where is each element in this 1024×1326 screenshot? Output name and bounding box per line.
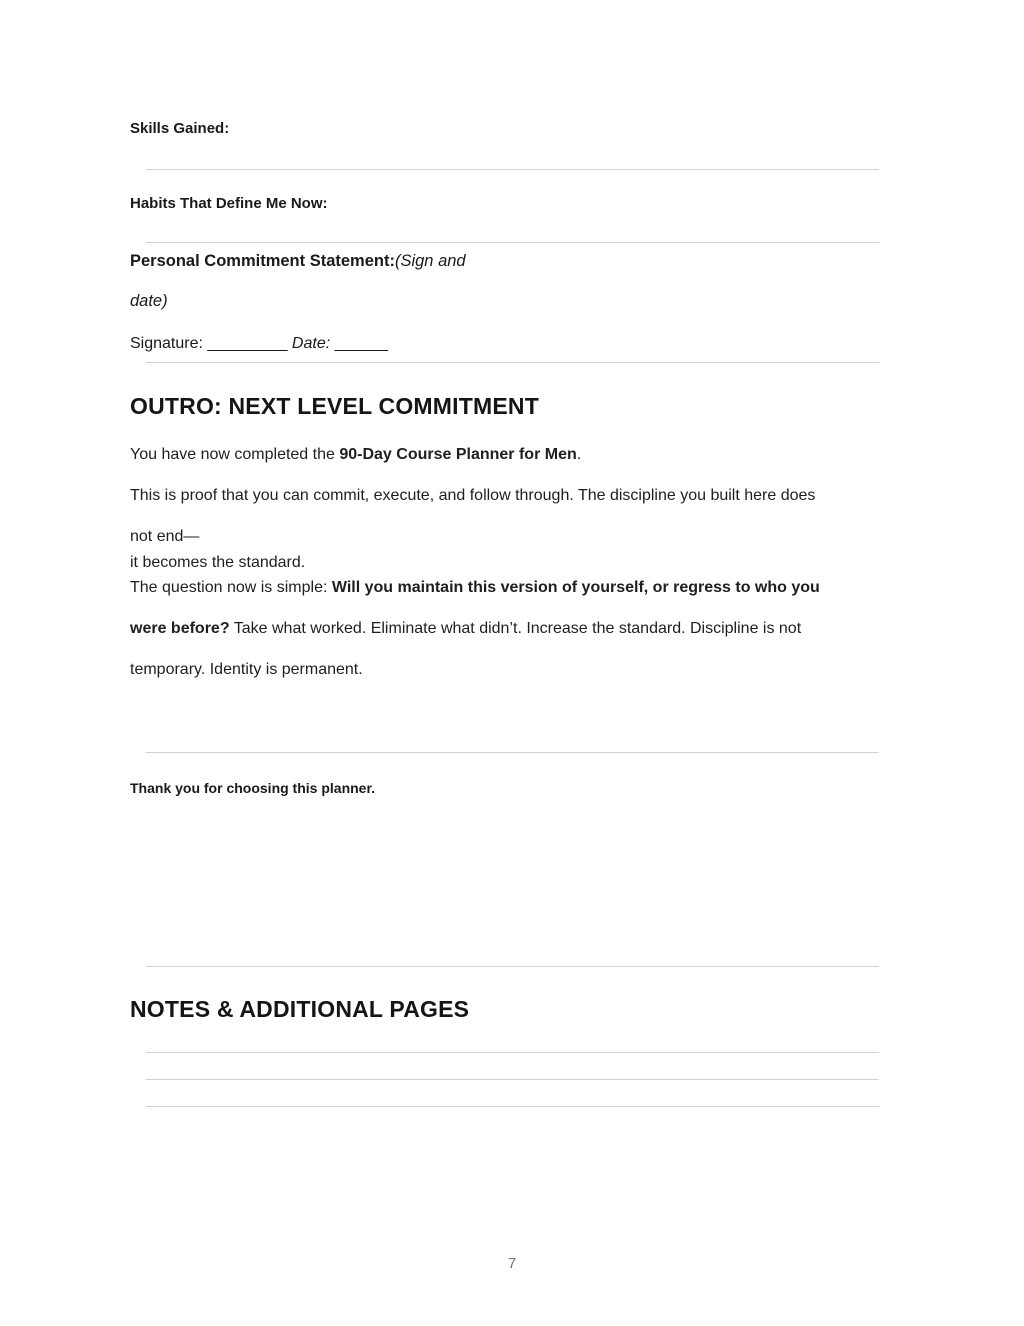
date-blank: ______ — [334, 335, 388, 352]
thank-you-text: Thank you for choosing this planner. — [130, 780, 376, 796]
commitment-note-part2: date) — [130, 292, 168, 310]
outro-line-4: it becomes the standard. — [130, 553, 306, 571]
date-label: Date: — [291, 335, 335, 352]
signature-blank: _________ — [207, 335, 292, 352]
notes-writing-line — [146, 1052, 879, 1053]
commitment-statement-label: Personal Commitment Statement: — [130, 251, 395, 270]
p1-bold-planner-name: 90-Day Course Planner for Men — [339, 445, 577, 463]
line6-bold-question-end: were before? — [130, 619, 230, 637]
commitment-note-part1: (Sign and — [394, 251, 466, 270]
signature-date-line — [130, 331, 895, 356]
page-number: 7 — [507, 1255, 517, 1272]
divider — [146, 242, 879, 243]
personal-commitment-line — [130, 249, 895, 274]
line6-rest: Take what worked. Eliminate what didn’t. Increase the standard. Discipline is not — [229, 619, 802, 637]
outro-paragraph-1 — [130, 442, 895, 467]
outro-line-6 — [130, 616, 895, 641]
divider — [146, 966, 879, 967]
line5-start: The question now is simple: — [130, 578, 332, 596]
notes-heading: NOTES & ADDITIONAL PAGES — [130, 995, 470, 1022]
outro-heading: OUTRO: NEXT LEVEL COMMITMENT — [130, 393, 539, 419]
habits-label: Habits That Define Me Now: — [130, 195, 328, 212]
notes-writing-line — [146, 1079, 879, 1080]
notes-writing-line — [146, 1106, 879, 1107]
divider — [146, 362, 879, 363]
divider — [146, 169, 879, 170]
line5-bold-question: Will you maintain this version of yourself, or regress to who you — [331, 578, 820, 596]
signature-label: Signature: — [130, 335, 208, 352]
p1-start: You have now completed the — [130, 445, 340, 463]
outro-line-3: not end— — [130, 527, 200, 545]
outro-line-5 — [130, 575, 895, 600]
outro-line-2: This is proof that you can commit, execute, and follow through. The discipline you built here does — [130, 486, 816, 504]
divider — [146, 752, 879, 753]
commitment-note-continuation — [130, 289, 895, 314]
p1-end: . — [576, 445, 582, 463]
outro-line-7: temporary. Identity is permanent. — [130, 660, 363, 678]
skills-gained-label: Skills Gained: — [130, 120, 230, 137]
